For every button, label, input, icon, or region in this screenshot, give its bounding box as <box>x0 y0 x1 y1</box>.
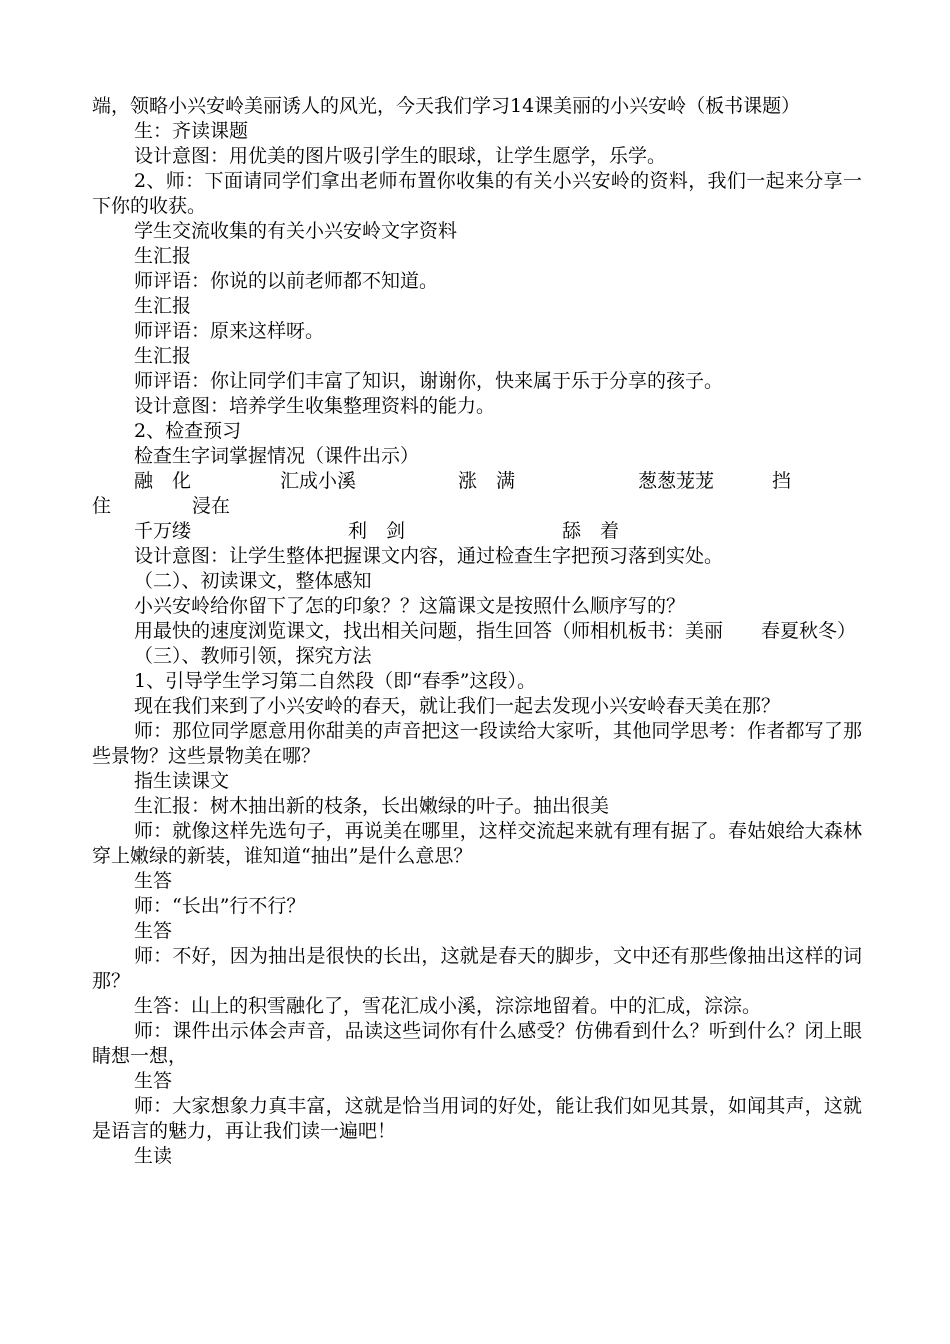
paragraph: 师：那位同学愿意用你甜美的声音把这一段读给大家听，其他同学思考：作者都写了那些景物？这些景物美在哪？ <box>92 720 862 767</box>
body-section-2 <box>92 544 862 1169</box>
paragraph: 2、师：下面请同学们拿出老师布置你收集的有关小兴安岭的资料，我们一起来分享一下你的收获。 <box>92 170 862 217</box>
paragraph: 生汇报 <box>134 245 192 267</box>
paragraph: （三）、教师引领，探究方法 <box>134 645 372 667</box>
vocab-word: 涨 满 <box>458 470 516 492</box>
vocab-word: 葱葱茏茏 <box>638 470 715 492</box>
paragraph: 师：“长出”行不行？ <box>134 895 306 917</box>
paragraph: 设计意图：让学生整体把握课文内容，通过检查生字把预习落到实处。 <box>134 545 724 567</box>
paragraph: 小兴安岭给你留下了怎的印象？？这篇课文是按照什么顺序写的？ <box>134 595 686 617</box>
vocab-word: 利 剑 <box>348 520 406 542</box>
vocab-word: 挡 <box>772 470 792 492</box>
paragraph: 师评语：你说的以前老师都不知道。 <box>134 270 439 292</box>
paragraph: 设计意图：用优美的图片吸引学生的眼球，让学生愿学，乐学。 <box>134 145 667 167</box>
vocab-word: 融 化 <box>134 470 192 492</box>
paragraph: 师：就像这样先选句子，再说美在哪里，这样交流起来就有理有据了。春姑娘给大森林穿上嫩绿的新装，谁知道“抽出”是什么意思？ <box>92 820 862 867</box>
paragraph: 端，领略小兴安岭美丽诱人的风光，今天我们学习14课美丽的小兴安岭（板书课题） <box>92 95 801 117</box>
paragraph: 检查生字词掌握情况（课件出示） <box>134 445 420 467</box>
paragraph: 生汇报 <box>134 295 192 317</box>
paragraph: 用最快的速度浏览课文，找出相关问题，指生回答（师相机板书：美丽 春夏秋冬） <box>134 620 857 642</box>
paragraph: 指生读课文 <box>134 770 230 792</box>
paragraph: 师评语：你让同学们丰富了知识，谢谢你，快来属于乐于分享的孩子。 <box>134 370 724 392</box>
vocab-row-1-wrap <box>92 494 862 519</box>
vocab-word: 住 <box>92 495 112 517</box>
paragraph: （二）、初读课文，整体感知 <box>134 570 372 592</box>
paragraph: 师：课件出示体会声音，品读这些词你有什么感受？仿佛看到什么？听到什么？闭上眼睛想一想， <box>92 1020 862 1067</box>
paragraph: 师：大家想象力真丰富，这就是恰当用词的好处，能让我们如见其景，如闻其声，这就是语言的魅力，再让我们读一遍吧！ <box>92 1095 862 1142</box>
paragraph: 学生交流收集的有关小兴安岭文字资料 <box>134 220 458 242</box>
paragraph: 生汇报 <box>134 345 192 367</box>
paragraph: 现在我们来到了小兴安岭的春天，就让我们一起去发现小兴安岭春天美在那？ <box>134 695 781 717</box>
paragraph: 生答 <box>134 1070 173 1092</box>
paragraph: 生汇报：树木抽出新的枝条，长出嫩绿的叶子。抽出很美 <box>134 795 610 817</box>
paragraph: 生：齐读课题 <box>134 120 249 142</box>
paragraph: 生答 <box>134 920 173 942</box>
vocab-word: 舔 着 <box>562 520 620 542</box>
vocab-word: 汇成小溪 <box>280 470 357 492</box>
body-section-1 <box>92 94 862 469</box>
paragraph: 师评语：原来这样呀。 <box>134 320 325 342</box>
paragraph: 2、检查预习 <box>134 420 242 442</box>
paragraph: 设计意图：培养学生收集整理资料的能力。 <box>134 395 496 417</box>
vocab-word: 浸在 <box>192 495 231 517</box>
paragraph: 1、引导学生学习第二自然段（即“春季”这段）。 <box>134 670 537 692</box>
paragraph: 生答 <box>134 870 173 892</box>
paragraph: 生读 <box>134 1145 173 1167</box>
vocab-row-1 <box>92 469 862 494</box>
vocab-word: 千万缕 <box>134 520 192 542</box>
vocab-row-2 <box>92 519 862 544</box>
paragraph: 生答：山上的积雪融化了，雪花汇成小溪，淙淙地留着。中的汇成，淙淙。 <box>134 995 762 1017</box>
paragraph: 师：不好，因为抽出是很快的长出，这就是春天的脚步，文中还有那些像抽出这样的词那？ <box>92 945 862 992</box>
